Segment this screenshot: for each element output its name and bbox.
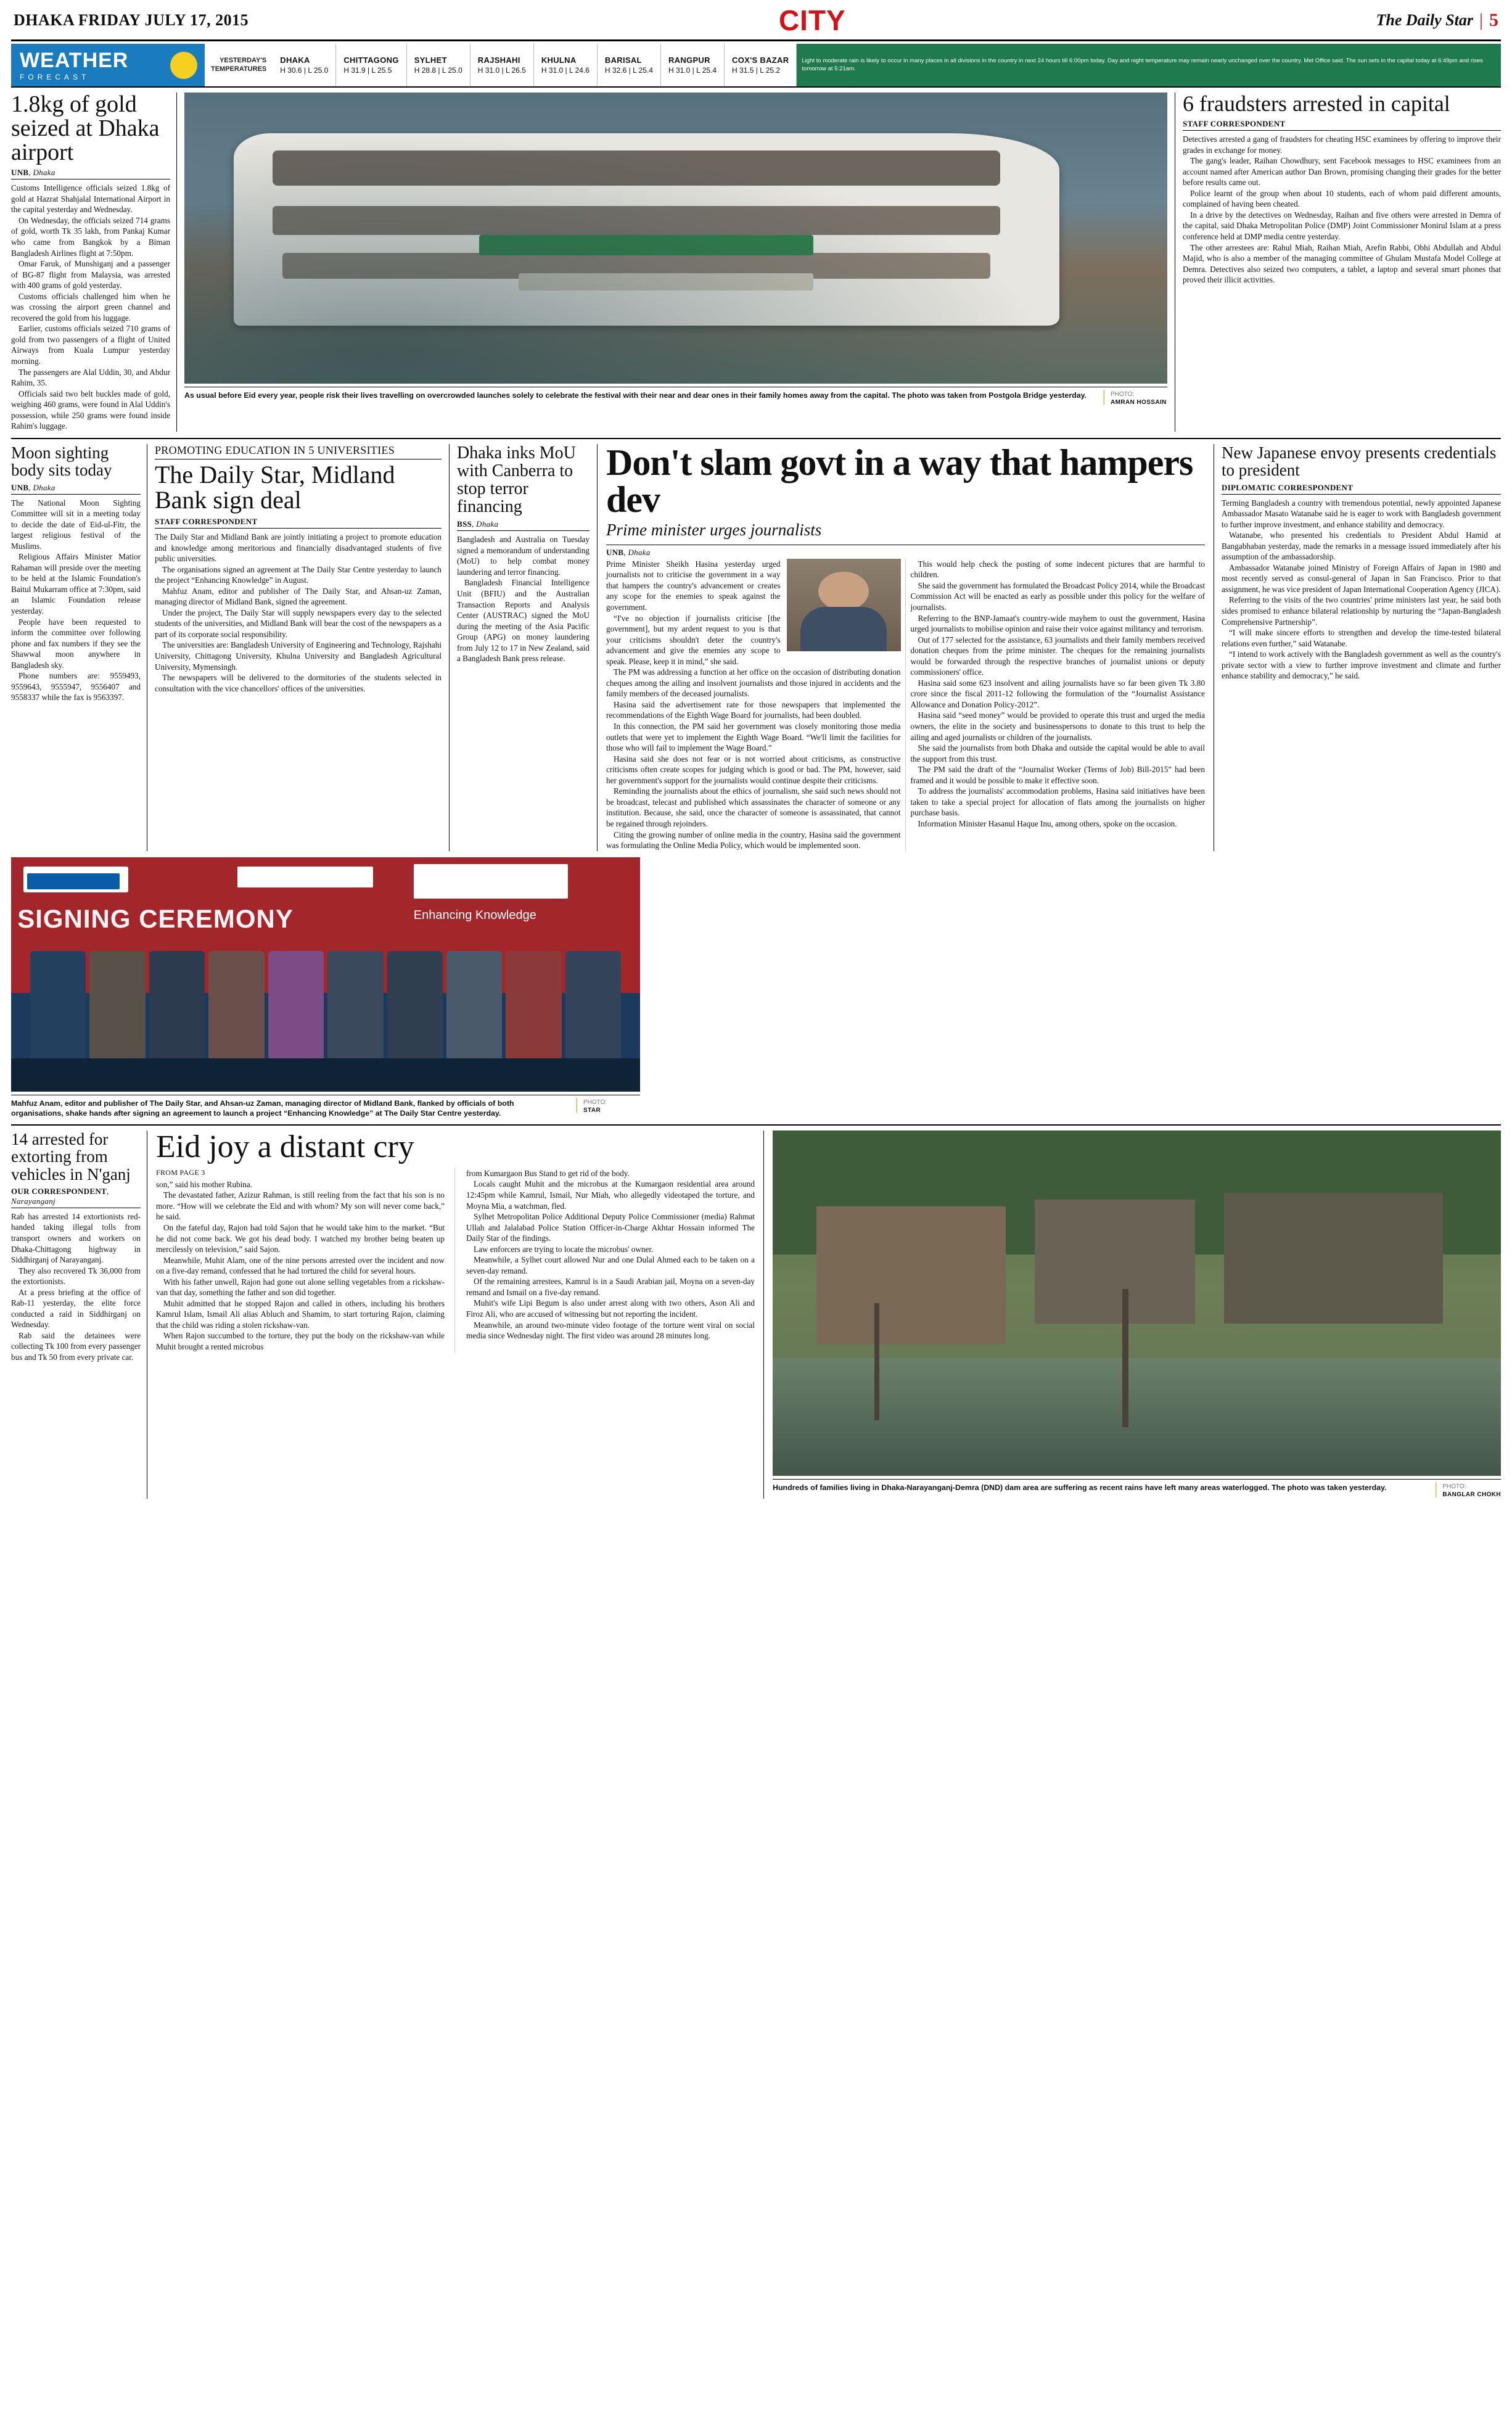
midland-photo-credit-block [583,1098,640,1114]
weather-city-name: BARISAL [604,56,642,65]
gold-byline [11,168,170,178]
launch-photo-credit-block [1111,390,1167,406]
weather-city-temp: H 31.5 | L 25.2 [732,66,781,75]
japan-body: Terming Bangladesh a country with tremendous potential, newly appointed Japanese Ambassador Masato Watanabe said he is eager to work with Bangladesh government to further improve investment, and enhance stability and democracy. Watanabe, who presented his credentials to President Abdul Hamid at Bangabhaban yesterday, made the remarks in a message issued immediately after his assumption of the ambassadorship. Ambassador Watanabe joined Ministry of Foreign Affairs of Japan in 1980 and most recently served as consul-general of Japan in San Francisco. Prior to that assignment, he was vice president of Japan International Cooperation Agency (JICA). Referring to the visits of the two countries' prime ministers last year, he said both sides promised to enhance bilateral relationship by nurturing the “Japan-Bangladesh Comprehensive Partnership”. “I will make sincere efforts to strengthen and develop the time-tested bilateral relations even further,” said Watanabe. “I intend to work actively with the Bangladesh government as well as the country's private sector with a view to further improve investment and climate and further enhance stability and democracy,” he said. [1222,494,1501,682]
midland-banner-text: SIGNING CEREMONY [17,904,294,933]
extortion-body: Rab has arrested 14 extortionists red-handed taking illegal tolls from transport owners and workers on Dhaka-Chittagong highway in Siddhirganj of Narayanganj. They also recovered Tk 36,000 from the extortionists. At a press briefing at the office of Rab-11 yesterday, the elite force conducted a raid in Siddhirganj on Wednesday. Rab said the detainees were collecting Tk 100 from every passenger bus and Tk 50 from every private car. [11,1208,141,1363]
weather-city-name: CHITTAGONG [343,56,399,65]
masthead [11,0,1501,41]
weather-city [534,44,598,86]
gold-headline: 1.8kg of gold seized at Dhaka airport [11,91,160,165]
brand-name: The Daily Star [1376,11,1473,29]
photo-label: PHOTO: [1442,1483,1466,1490]
article-eid [147,1130,763,1499]
weather-city [336,44,406,86]
canberra-body: Bangladesh and Australia on Tuesday signed a memorandum of understanding (MoU) to help combat money laundering and terror financing. Bangladesh Financial Intelligence Unit (BFIU) and the Australian Transaction Reports and Analysis Center (AUSTRAC) signed the MoU during the meeting of the Asia Pacific Group (APG) on money laundering from July 12 to 17 in New Zealand, said a Bangladesh Bank press release. [457,530,590,664]
pm-body: Prime Minister Sheikh Hasina yesterday urged journalists not to criticise the government in a way that hampers the country's advancement or creates any scope for the enemies to speak against the government. “I've no objection if journalists criticise [the government], but my ardent request to you is that your criticisms shouldn't deter the country's advancement and give the enemies any scope to speak. Please, keep it in mind,” she said. The PM was addressing a function at her office on the occasion of distributing donation cheques among the ailing and insolvent journalists and those injured in accidents and the family members of the deceased journalists. Hasina said the advertisement rate for those newspapers that implemented the recommendations of the Eighth Wage Board for journalists, had been doubled. In this connection, the PM said her government was closely monitoring those media outlets that were yet to implement the Eighth Wage Board. “We'll limit the facilities for those who will fail to implement the Wage Board.” Hasina said she does not fear or is not worried about criticisms, as constructive criticisms often create scopes for judging which is good or bad. The PM, however, said her government's support for the journalists would continue despite their criticisms. Reminding the journalists about the ethics of journalism, she said such news should not be broadcast, telecast and published which assassinates the character of someone or any institution. Because, she said, once the character of someone is assassinated, that cannot be regained through rejoinders. Citing the growing number of online media in the country, Hasina said the government was formulating the Online Media Policy, which would be implemented soon. This would help check the posting of some indecent pictures that are harmful to children. She said the government has formulated the Broadcast Policy 2014, while the Broadcast Commission Act will be enacted as early as possible under this policy for the welfare of journalists. Referring to the BNP-Jamaat's country-wide mayhem to oust the government, Hasina urged journalists to mobilise opinion and raise their voice against militancy and terrorism. Out of 177 selected for the assistance, 63 journalists and their family members received donation cheques from the prime minister. The cheques for the remaining journalists would be forwarded through the respective branches of journalist unions or deputy commissioners' office. Hasina said some 623 insolvent and ailing journalists have so far been given Tk 3.80 crore since the fiscal 2011-12 following the formulation of the “Journalist Assistance Allowance and Donation Policy-2012”. Hasina said “seed money” would be provided to operate this trust and urged the media owners, the elite in the society and businesspersons to donate to this trust to help the ailing and aged journalists or children of the journalists. She said the journalists from both Dhaka and outside the capital would be able to avail the support from this trust. The PM said the draft of the “Journalist Worker (Terms of Job) Bill-2015” had been framed and it would be possible to make it effective soon. To address the journalists' accommodation problems, Hasina said initiatives have been taken to take a special project for allocation of flats among the journalists on higher purchase basis. Information Minister Hasanul Haque Inu, among others, spoke on the occasion. [606,559,1205,850]
japan-headline: New Japanese envoy presents credentials to president [1222,443,1497,480]
photo-label: PHOTO: [1111,391,1135,398]
weather-city-temp: H 28.8 | L 25.0 [414,66,462,75]
article-fraudsters [1175,93,1501,432]
article-gold [11,93,176,432]
launch-photo-block [176,93,1175,432]
brand-separator: | [1479,10,1483,30]
canberra-byline: BSS, Dhaka [457,519,499,529]
pm-subhead: Prime minister urges journalists [606,520,822,539]
weather-city-temp: H 31.0 | L 25.4 [668,66,717,75]
midland-kicker: PROMOTING EDUCATION IN 5 UNIVERSITIES [155,444,442,459]
midland-photo-caption: Mahfuz Anam, editor and publisher of The Daily Star, and Ahsan-uz Zaman, managing director of Midland Bank, flanked by officials of both organisations, shake hands after signing an agreement to launch a project “Enhancing Knowledge” at The Daily Star Centre yesterday. [11,1098,514,1118]
midland-body: The Daily Star and Midland Bank are jointly initiating a project to promote education and knowledge among meritorious and financially disadvantaged students of five public universities. The organisations signed an agreement at The Daily Star Centre yesterday to launch the project “Enhancing Knowledge” in August. Mahfuz Anam, editor and publisher of The Daily Star, and Ahsan-uz Zaman, managing director of Midland Bank, signed the agreement. Under the project, The Daily Star will supply newspapers every day to the selected students of the universities, and Midland Bank will bear the cost of the newspapers as a part of its corporate social responsibility. The universities are: Bangladesh University of Engineering and Technology, Rajshahi University, Chittagong University, Khulna University and Bangladesh Agricultural University, Mymensingh. The newspapers will be delivered to the dormitories of the students selected in consultation with the vice chancellors' offices of the universities. [155,528,442,694]
dnd-photo-block [763,1130,1501,1499]
eid-frompage: FROM PAGE 3 [156,1167,205,1177]
canberra-headline: Dhaka inks MoU with Canberra to stop terror financing [457,443,576,517]
caption-divider-icon: | [1434,1479,1438,1497]
fraudsters-body: Detectives arrested a gang of fraudsters for cheating HSC examinees by offering to improve their grades in exchange for money. The gang's leader, Raihan Chowdhury, sent Facebook messages to HSC examinees from an account named after American author Dan Brown, promising changing their grades for the better before results came out. Police learnt of the group when about 10 students, each of whom paid different amounts, complained of having been cheated. In a drive by the detectives on Wednesday, Raihan and five others were arrested in Demra of the capital, said Dhaka Metropolitan Police (DMP) Joint Commissioner Monirul Islam at a press conference held at DMP media centre yesterday. The other arrestees are: Rahul Miah, Raihan Miah, Arefin Rabbi, Obhi Abdullah and Abdul Majid, who is also a member of the managing committee of Ghulam Mustafa Model College at Demra. Detectives also seized two computers, a tablet, a laptop and several smart phones that proved their illicit activities. [1183,130,1501,286]
weather-city [407,44,470,86]
photo-credit: STAR [583,1106,601,1114]
photo-credit: BANGLAR CHOKH [1442,1491,1501,1498]
gold-byline-agency: UNB [11,168,29,178]
sun-icon-wrap [170,44,205,86]
masthead-brand-group [1376,10,1498,31]
masthead-date: DHAKA FRIDAY JULY 17, 2015 [14,11,249,29]
eid-headline: Eid joy a distant cry [156,1129,414,1164]
gold-byline-place: , Dhaka [28,168,55,178]
midland-headline-rest: , Midland Bank sign deal [155,460,395,514]
weather-note: Light to moderate rain is likely to occur in many places in all divisions in the country in next 24 hours till 6:00pm today. Day and night temperature may remain nearly unchanged over the country. Met Office said. The sun sets in the capital today at 6:49pm and rises tomorrow at 5:21am. [797,44,1501,86]
middle-news-row [11,438,1501,851]
weather-city [273,44,336,86]
weather-logo-subtitle: FORECAST [20,73,90,81]
weather-city-name: KHULNA [541,56,577,65]
midland-banner-sub: Enhancing Knowledge [413,908,536,923]
launch-photo [184,93,1167,384]
moon-headline: Moon sighting body sits today [11,443,112,480]
pm-byline: UNB, Dhaka [606,545,1205,558]
weather-city-name: COX'S BAZAR [732,56,789,65]
weather-city [598,44,661,86]
moon-byline: UNB, Dhaka [11,482,55,492]
weather-city-name: SYLHET [414,56,447,65]
launch-photo-caption-row [184,387,1167,406]
gold-body: Customs Intelligence officials seized 1.8kg of gold at Hazrat Shahjalal International Airport in the capital yesterday and Wednesday. On Wednesday, the officials seized 714 grams of gold, worth Tk 35 lakh, from Pankaj Kumar who came from Bangkok by a Biman Bangladesh Airlines flight at 7:50pm. Omar Faruk, of Munshiganj and a passenger of BG-87 flight from Malaysia, was arrested with 400 grams of gold yesterday. Customs officials challenged him when he was crossing the airport green channel and recovered the gold from his luggage. Earlier, customs officials seized 710 grams of gold from two passengers of a flight of United Airways from Kuala Lumpur yesterday morning. The passengers are Alal Uddin, 30, and Abdur Rahim, 35. Officials said two belt buckles made of gold, weighing 460 grams, were found in Alal Uddin's possession, while 250 grams were found inside Rahim's luggage. [11,179,170,432]
section-title: CITY [778,4,846,36]
weather-city [470,44,534,86]
eid-column-2: from Kumargaon Bus Stand to get rid of the body. Locals caught Muhit and the microbus at the Kumargaon residential area around 12:45pm while Kamrul, Ismail, Nur Miah, who allegedly videotaped the torture, and Moyna Mia, a watchman, fled. Sylhet Metropolitan Police Additional Deputy Police Commissioner (media) Rahmat Ullah and Jalalabad Police Station Officer-in-Charge Akhtar Hossain informed The Daily Star of the findings. Law enforcers are trying to locate the microbus' owner. Meanwhile, a Sylhet court allowed Nur and one Dulal Ahmed each to be taken on a seven-day remand. Of the remaining arrestees, Kamrul is in a Saudi Arabian jail, Moyna on a seven-day remand and Ismail on a five-day remand. Muhit's wife Lipi Begum is also under arrest along with two others, Ason Ali and Firoz Ali, who are accused of witnessing but not reporting the incident. Meanwhile, an around two-minute video footage of the torture went viral on social media since Wednesday night. The first video was around 28 minutes long. [466,1168,755,1341]
article-extortion [11,1130,147,1499]
japan-byline: DIPLOMATIC CORRESPONDENT [1222,482,1354,492]
dnd-photo-caption: Hundreds of families living in Dhaka-Narayanganj-Demra (DND) dam area are suffering as recent rains have left many areas waterlogged. The photo was taken yesterday. [773,1483,1387,1492]
weather-city-temp: H 31.0 | L 24.6 [541,66,590,75]
weather-city [725,44,797,86]
weather-logo [11,44,170,86]
extortion-headline: 14 arrested for extorting from vehicles in N'ganj [11,1129,131,1184]
weather-city-temp: H 32.6 | L 25.4 [604,66,653,75]
weather-city-temp: H 31.9 | L 25.5 [343,66,392,75]
article-canberra [449,444,597,851]
fraudsters-headline: 6 fraudsters arrested in capital [1183,91,1450,116]
midland-headline [155,462,442,513]
pm-portrait-photo [787,559,901,651]
photo-credit: AMRAN HOSSAIN [1111,399,1167,406]
dnd-photo-caption-row [773,1479,1501,1499]
weather-city-name: RAJSHAHI [477,56,520,65]
moon-body: The National Moon Sighting Committee will sit in a meeting today to decide the date of Eid-ul-Fitr, the largest religious festival of the Muslims. Religious Affairs Minister Matior Rahaman will preside over the meeting to be held at the Islamic Foundation's Baitul Mukarram office at 7:30pm, said an Islamic Foundation release yesterday. People have been requested to inform the committee over following phone and fax numbers if they see the Shawwal moon anywhere in Bangladesh sky. Phone numbers are: 9559493, 9559643, 9555947, 9556407 and 9558337 while the fax is 9563397. [11,494,141,703]
weather-city-name: RANGPUR [668,56,710,65]
article-pm [597,444,1214,851]
sun-icon [170,52,197,79]
launch-photo-caption: As usual before Eid every year, people risk their lives travelling on overcrowded launches solely to celebrate the festival with their near and dear ones in their family homes away from the capital. The photo was taken from Postgola Bridge yesterday. [184,391,1087,400]
eid-body [156,1168,755,1353]
article-midland [147,444,449,851]
weather-strip [11,44,1501,88]
dnd-photo [773,1130,1501,1476]
extortion-byline: OUR CORRESPONDENT, Narayanganj [11,1186,109,1206]
yesterday-label: YESTERDAY'S TEMPERATURES [211,57,267,73]
dnd-photo-credit-block [1442,1483,1501,1499]
midland-photo-block [11,857,640,1118]
pm-headline: Don't slam govt in a way that hampers dev [606,442,1193,520]
article-japan [1214,444,1501,851]
photo-label: PHOTO: [583,1098,607,1106]
midland-photo [11,857,640,1092]
midland-headline-brand: The Daily Star [155,460,299,488]
weather-city-name: DHAKA [280,56,310,65]
top-news-row [11,93,1501,432]
page-number: 5 [1489,10,1498,30]
weather-city-temp: H 31.0 | L 26.5 [477,66,526,75]
weather-city [661,44,725,86]
eid-column-1: FROM PAGE 3 son,” said his mother Rubina. The devastated father, Azizur Rahman, is still reeling from the fact that his son is no more. “How will we celebrate the Eid and with whom? My son will never come back,” he said. On the fateful day, Rajon had told Sajon that he would take him to the market. “But he did not come back. We got his dead body. I watched my brother being beaten up mercilessly on television,” said Sajon. Meanwhile, Muhit Alam, one of the nine persons arrested over the incident and now on a five-day remand, confessed that he had tortured the child for several hours. With his father unwell, Rajon had gone out alone selling vegetables from a rickshaw-van that day, something the father and son did together. Muhit admitted that he stopped Rajon and called in others, including his brothers Kamrul Islam, Ismail Ali alias Abluch and Shamim, to start torturing Rajon, claiming that the child was riding a stolen rickshaw-van. When Rajon succumbed to the torture, they put the body on the rickshaw-van while Muhit brought a rented microbus [156,1168,455,1353]
midland-byline: STAFF CORRESPONDENT [155,517,258,527]
caption-divider-icon: | [1102,387,1106,405]
caption-divider-icon: | [575,1095,578,1113]
bottom-news-row [11,1124,1501,1499]
weather-city-temp: H 30.6 | L 25.0 [280,66,329,75]
article-moon [11,444,147,851]
midland-photo-caption-row [11,1095,640,1118]
fraudsters-byline: STAFF CORRESPONDENT [1183,119,1286,129]
weather-logo-title: WEATHER [20,49,129,72]
